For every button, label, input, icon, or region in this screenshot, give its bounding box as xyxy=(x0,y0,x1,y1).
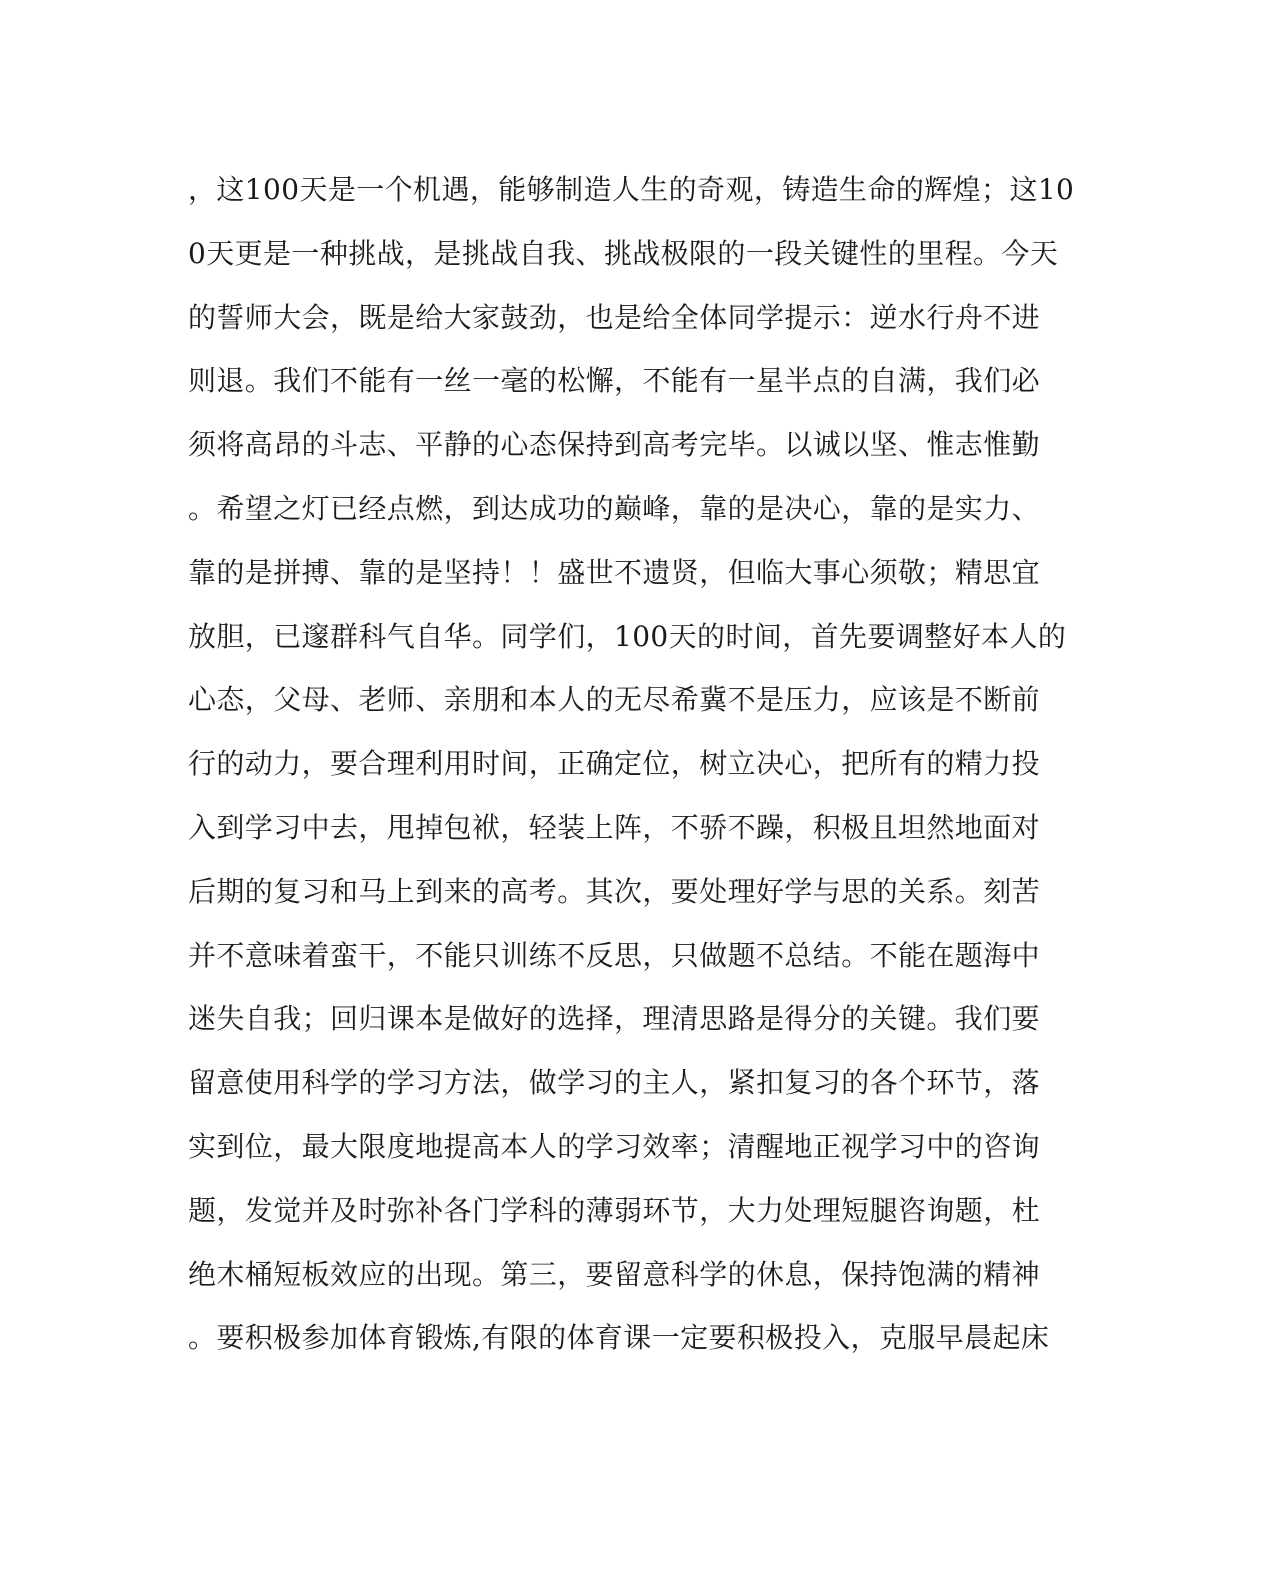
text-line: 绝木桶短板效应的出现。第三，要留意科学的休息，保持饱满的精神 xyxy=(188,1257,1041,1291)
text-line: 须将高昂的斗志、平静的心态保持到高考完毕。以诚以坚、惟志惟勤 xyxy=(188,428,1041,462)
text-line: 则退。我们不能有一丝一毫的松懈，不能有一星半点的自满，我们必 xyxy=(188,364,1041,398)
text-line: 行的动力，要合理利用时间，正确定位，树立决心，把所有的精力投 xyxy=(188,747,1041,781)
text-line: 并不意味着蛮干，不能只训练不反思，只做题不总结。不能在题海中 xyxy=(188,938,1041,972)
text-line: 迷失自我；回归课本是做好的选择，理清思路是得分的关键。我们要 xyxy=(188,1002,1041,1036)
text-line: 0天更是一种挑战，是挑战自我、挑战极限的一段关键性的里程。今天 xyxy=(188,236,1059,270)
body-text xyxy=(188,158,1088,1370)
text-line: 。要积极参加体育锻炼,有限的体育课一定要积极投入，克服早晨起床 xyxy=(188,1321,1050,1355)
text-line: 放胆，已邃群科气自华。同学们，100天的时间，首先要调整好本人的 xyxy=(188,619,1067,653)
text-line: 的誓师大会，既是给大家鼓劲，也是给全体同学提示：逆水行舟不进 xyxy=(188,300,1041,334)
text-line: 题，发觉并及时弥补各门学科的薄弱环节，大力处理短腿咨询题，杜 xyxy=(188,1193,1041,1227)
text-line: 。希望之灯已经点燃，到达成功的巅峰，靠的是决心，靠的是实力、 xyxy=(188,491,1041,525)
text-line: 后期的复习和马上到来的高考。其次，要处理好学与思的关系。刻苦 xyxy=(188,874,1041,908)
text-line: 靠的是拼搏、靠的是坚持！！盛世不遗贤，但临大事心须敬；精思宜 xyxy=(188,555,1041,589)
text-line: 实到位，最大限度地提高本人的学习效率；清醒地正视学习中的咨询 xyxy=(188,1129,1041,1163)
text-line: 入到学习中去，甩掉包袱，轻装上阵，不骄不躁，积极且坦然地面对 xyxy=(188,810,1041,844)
text-line: ，这100天是一个机遇，能够制造人生的奇观，铸造生命的辉煌；这10 xyxy=(188,173,1075,206)
text-line: 留意使用科学的学习方法，做学习的主人，紧扣复习的各个环节，落 xyxy=(188,1066,1041,1100)
text-line: 心态，父母、老师、亲朋和本人的无尽希冀不是压力，应该是不断前 xyxy=(188,683,1041,717)
